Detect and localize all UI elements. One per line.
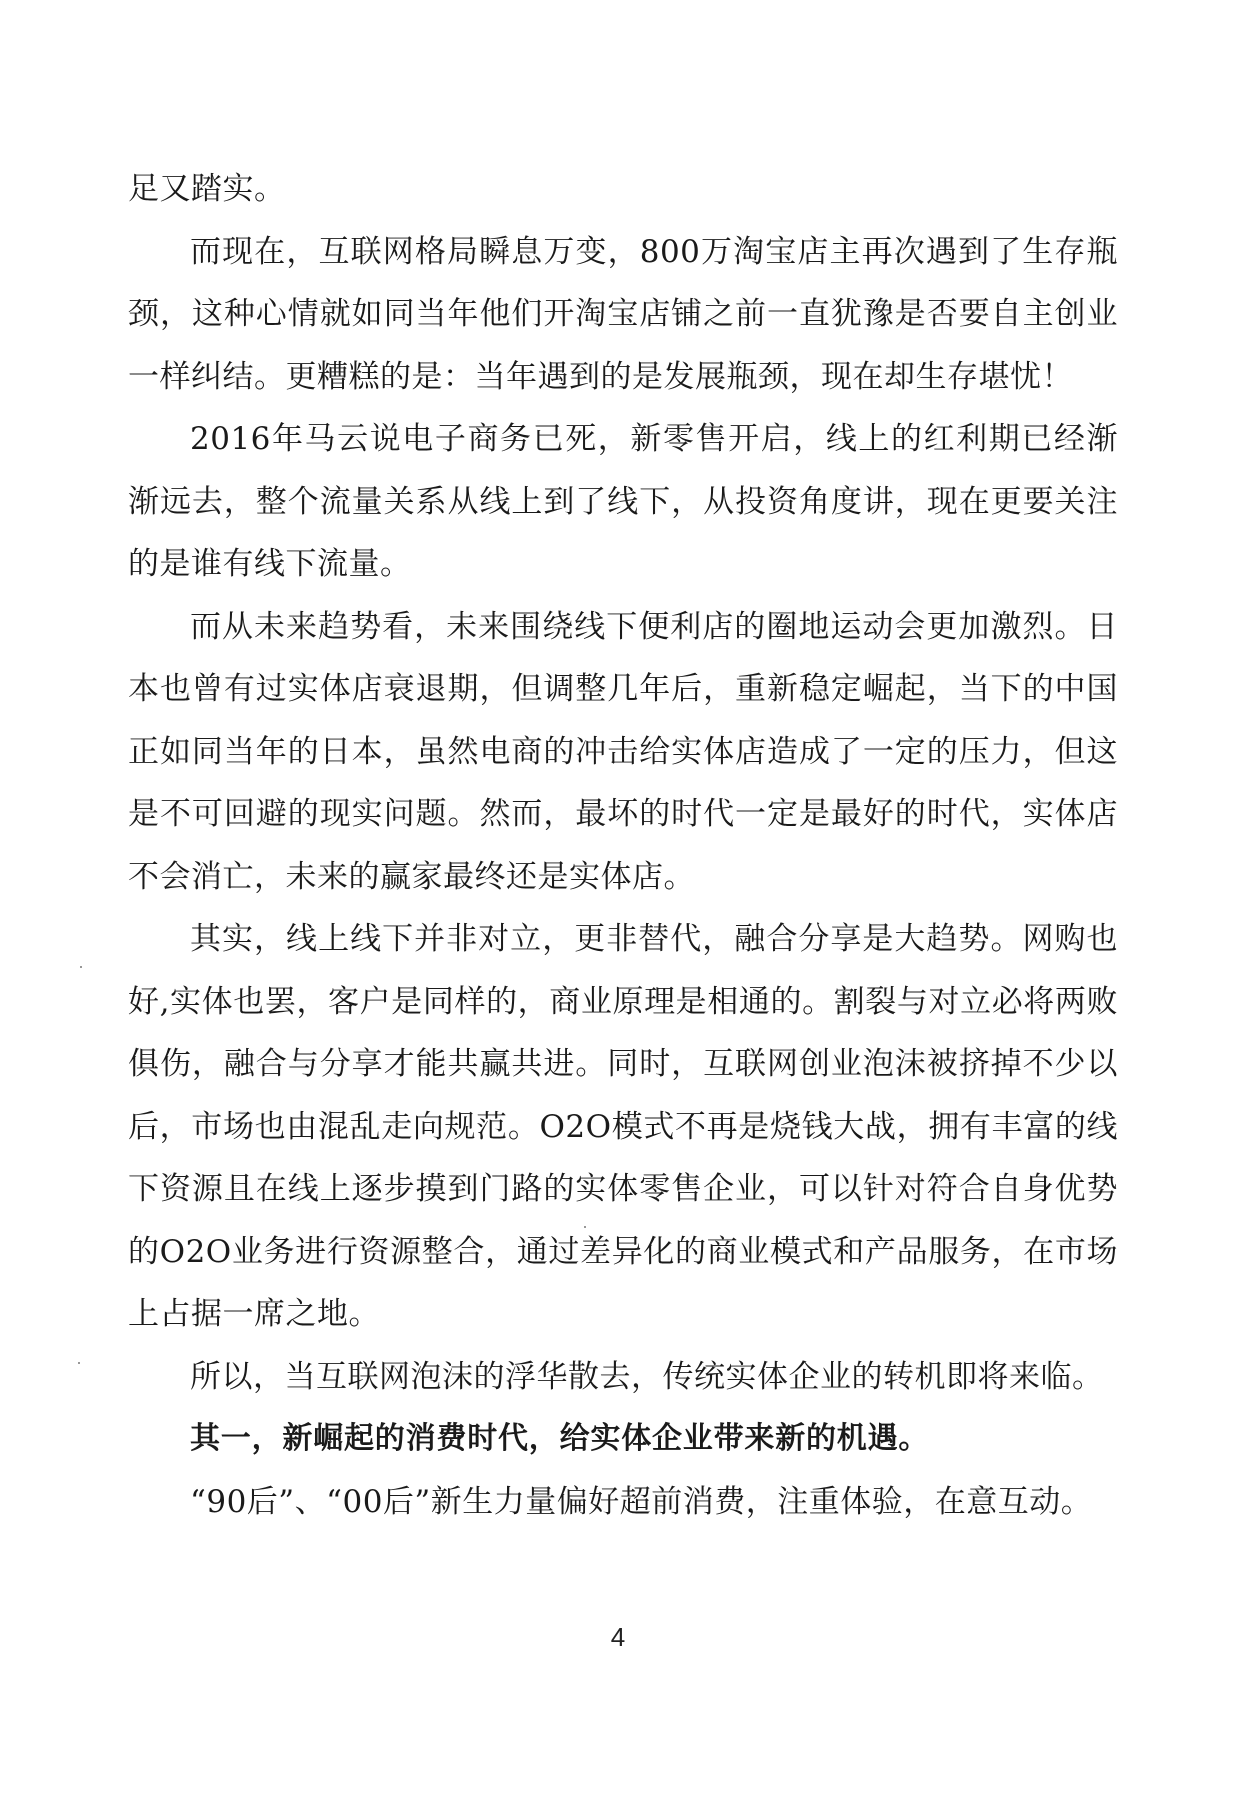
- scan-speck: [584, 1226, 586, 1228]
- paragraph-internet-landscape: 而现在，互联网格局瞬息万变，800万淘宝店主再次遇到了生存瓶颈，这种心情就如同当年他们开淘宝店铺之前一直犹豫是否要自主创业一样纠结。更糟糕的是：当年遇到的是发展瓶颈，现在却生存堪忧！: [128, 233, 1118, 395]
- paragraph-new-retail: 2016年马云说电子商务已死，新零售开启，线上的红利期已经渐渐远去，整个流量关系从线上到了线下，从投资角度讲，现在更要关注的是谁有线下流量。: [128, 421, 1118, 582]
- paragraph-new-consumers: “90后”、“00后”新生力量偏好超前消费，注重体验，在意互动。: [190, 1483, 1093, 1520]
- paragraph-continuation: 足又踏实。: [128, 171, 286, 207]
- section-heading: 其一，新崛起的消费时代，给实体企业带来新的机遇。: [190, 1421, 930, 1456]
- paragraph-online-offline-fusion: 其实，线上线下并非对立，更非替代，融合分享是大趋势。网购也好,实体也罢，客户是同样的，商业原理是相通的。割裂与对立必将两败俱伤，融合与分享才能共赢共进。同时，互联网创业泡沫被挤掉不少以后，市场也由混乱走向规范。O2O模式不再是烧钱大战，拥有丰富的线下资源且在线上逐步摸到门路的实体零售企业，可以针对符合自身优势的O2O业务进行资源整合，通过差异化的商业模式和产品服务，在市场上占据一席之地。: [128, 921, 1118, 1332]
- scan-speck: [78, 1362, 80, 1364]
- page-number: 4: [610, 1622, 626, 1652]
- paragraph-turning-point: 所以，当互联网泡沫的浮华散去，传统实体企业的转机即将来临。: [190, 1358, 1104, 1395]
- scan-speck: [80, 966, 82, 968]
- paragraph-future-trend: 而从未来趋势看，未来围绕线下便利店的圈地运动会更加激烈。日本也曾有过实体店衰退期，但调整几年后，重新稳定崛起，当下的中国正如同当年的日本，虽然电商的冲击给实体店造成了一定的压力，但这是不可回避的现实问题。然而，最坏的时代一定是最好的时代，实体店不会消亡，未来的赢家最终还是实体店。: [128, 608, 1118, 895]
- document-body: [128, 158, 1118, 1533]
